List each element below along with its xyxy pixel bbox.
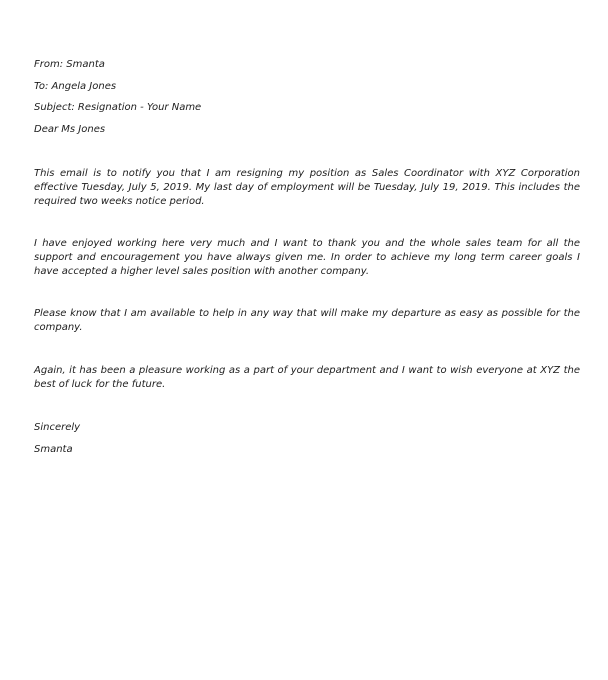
body-paragraph-2: I have enjoyed working here very much and I want to thank you and the whole sales team for all the support and encouragement you have always given me. In order to achieve my long term career goals I have accepted a higher level sales position with another company. (34, 238, 580, 277)
subject-line: Subject: Resignation - Your Name (34, 102, 202, 113)
body-paragraph-4: Again, it has been a pleasure working as a part of your department and I want to wish everyone at XYZ the best of luck for the future. (34, 365, 580, 390)
salutation: Dear Ms Jones (34, 124, 106, 135)
closing: Sincerely (34, 422, 81, 433)
to-line: To: Angela Jones (34, 81, 117, 92)
body-paragraph-1: This email is to notify you that I am resigning my position as Sales Coordinator with XYZ Corporation effective Tuesday, July 5, 2019. My last day of employment will be Tuesday, July 19, 2019. This includes the required two weeks notice period. (34, 168, 580, 207)
from-line: From: Smanta (34, 59, 105, 70)
signature: Smanta (34, 444, 73, 455)
body-paragraph-3: Please know that I am available to help in any way that will make my departure as easy as possible for the company. (34, 308, 580, 333)
